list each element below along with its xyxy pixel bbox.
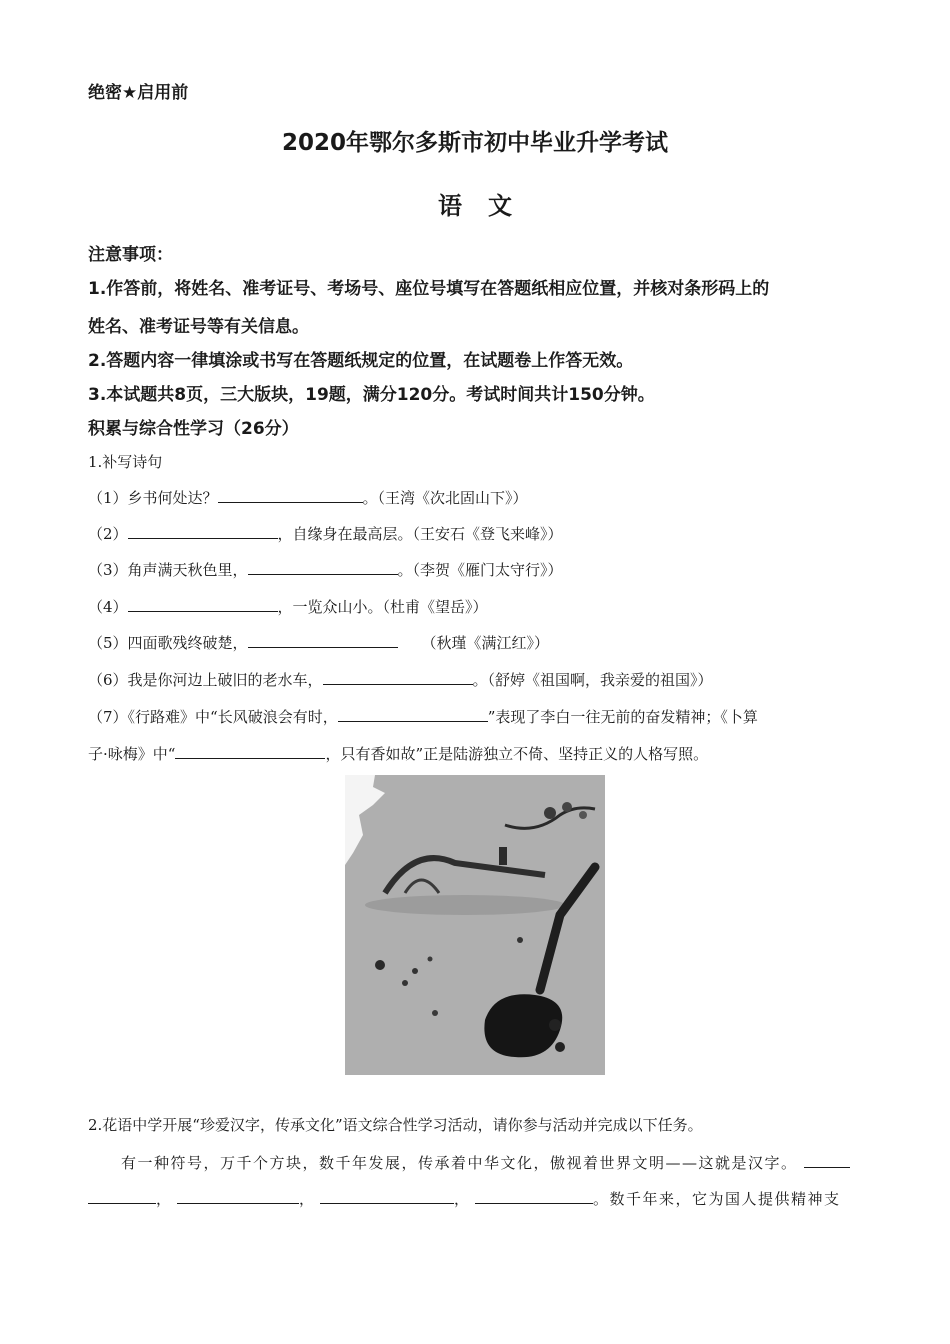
notice-item-1-line-2: 姓名、准考证号等有关信息。 xyxy=(88,317,309,337)
poem-line-2-pre: （2） xyxy=(88,525,128,543)
exam-title: 2020年鄂尔多斯市初中毕业升学考试 xyxy=(281,130,668,156)
poem-line-7a-pre: （7）《行路难》中“长风破浪会有时， xyxy=(88,708,338,726)
poem-line-5-pre: （5）四面歌残终破楚， xyxy=(88,634,248,652)
answer-blank-5[interactable] xyxy=(248,633,398,648)
q2-separator-2: ， xyxy=(299,1190,315,1208)
poem-line-7b xyxy=(88,743,708,764)
poem-line-7b-pre: 子·咏梅》中“ xyxy=(88,745,176,763)
poem-line-3-pre: （3）角声满天秋色里， xyxy=(88,561,248,579)
ink-drop-shape xyxy=(549,1019,561,1031)
poem-line-7b-post: ，只有香如故”正是陆游独立不倚、坚持正义的人格写照。 xyxy=(325,745,709,763)
answer-blank-1[interactable] xyxy=(218,488,363,503)
answer-blank-3[interactable] xyxy=(248,560,398,575)
q2-answer-blank-4[interactable] xyxy=(475,1189,593,1204)
q2-paragraph-line-2-end: 。数千年来，它为国人提供精神支 xyxy=(593,1190,841,1208)
poem-line-7a-post: ”表现了李白一往无前的奋发精神；《卜算 xyxy=(487,708,758,726)
q2-separator-3: ， xyxy=(454,1190,470,1208)
poem-line-2-post: ，自缘身在最高层。（王安石《登飞来峰》） xyxy=(277,525,563,543)
poem-line-6 xyxy=(88,669,713,690)
poem-line-1 xyxy=(88,487,528,508)
poem-line-5-post: （秋瑾《满江红》） xyxy=(421,634,550,652)
poem-line-1-pre: （1）乡书何处达？ xyxy=(88,489,218,507)
q2-separator-1: ， xyxy=(156,1190,172,1208)
blossom-shape xyxy=(562,802,572,812)
ink-painting-image xyxy=(345,775,605,1075)
poem-line-5 xyxy=(88,632,549,653)
ink-drop-shape xyxy=(412,968,418,974)
poem-line-2 xyxy=(88,523,563,544)
q2-paragraph-line-1 xyxy=(121,1152,850,1173)
ink-drop-shape xyxy=(517,937,523,943)
answer-blank-4[interactable] xyxy=(128,597,278,612)
subject-title: 语文 xyxy=(438,192,538,220)
q2-answer-blank-1[interactable] xyxy=(804,1153,850,1168)
answer-blank-7[interactable] xyxy=(338,707,488,722)
q2-paragraph-text: 有一种符号，万千个方块，数千年发展，传承着中华文化，傲视着世界文明——这就是汉字。 xyxy=(121,1154,798,1172)
poem-line-6-post: 。（舒婷《祖国啊，我亲爱的祖国》） xyxy=(472,671,713,689)
q2-paragraph-line-2 xyxy=(88,1188,841,1209)
question-2-title: 2.花语中学开展“珍爱汉字，传承文化”语文综合性学习活动，请你参与活动并完成以下任务。 xyxy=(88,1116,703,1134)
figure-on-bridge-shape xyxy=(499,847,507,865)
question-1-title: 1.补写诗句 xyxy=(88,453,163,471)
notice-item-1-line-1: 1.作答前，将姓名、准考证号、考场号、座位号填写在答题纸相应位置，并核对条形码上的 xyxy=(88,279,770,299)
answer-blank-8[interactable] xyxy=(175,744,325,759)
blossom-shape xyxy=(544,807,556,819)
ink-painting-svg xyxy=(345,775,605,1075)
ink-drop-shape xyxy=(428,957,433,962)
ink-drop-shape xyxy=(432,1010,438,1016)
poem-line-4 xyxy=(88,596,488,617)
poem-line-4-post: ，一览众山小。（杜甫《望岳》） xyxy=(277,598,488,616)
poem-line-1-post: 。（王湾《次北固山下》） xyxy=(362,489,528,507)
ink-drop-shape xyxy=(375,960,385,970)
poem-line-6-pre: （6）我是你河边上破旧的老水车， xyxy=(88,671,323,689)
notice-item-3: 3.本试题共8页，三大版块，19题，满分120分。考试时间共计150分钟。 xyxy=(88,385,655,405)
poem-line-7a xyxy=(88,706,758,727)
blossom-shape xyxy=(579,811,587,819)
q2-answer-blank-1-cont[interactable] xyxy=(88,1189,156,1204)
ink-drop-shape xyxy=(555,1042,565,1052)
poem-line-3-post: 。（李贺《雁门太守行》） xyxy=(397,561,563,579)
q2-answer-blank-3[interactable] xyxy=(320,1189,454,1204)
notice-heading: 注意事项： xyxy=(88,245,173,265)
answer-blank-6[interactable] xyxy=(323,670,473,685)
confidential-label: 绝密★启用前 xyxy=(88,83,189,103)
section-heading: 积累与综合性学习（26分） xyxy=(88,419,299,439)
water-shape xyxy=(365,895,565,915)
poem-line-4-pre: （4） xyxy=(88,598,128,616)
answer-blank-2[interactable] xyxy=(128,524,278,539)
notice-item-2: 2.答题内容一律填涂或书写在答题纸规定的位置，在试题卷上作答无效。 xyxy=(88,351,634,371)
ink-drop-shape xyxy=(402,980,408,986)
poem-line-3 xyxy=(88,559,563,580)
q2-answer-blank-2[interactable] xyxy=(177,1189,299,1204)
